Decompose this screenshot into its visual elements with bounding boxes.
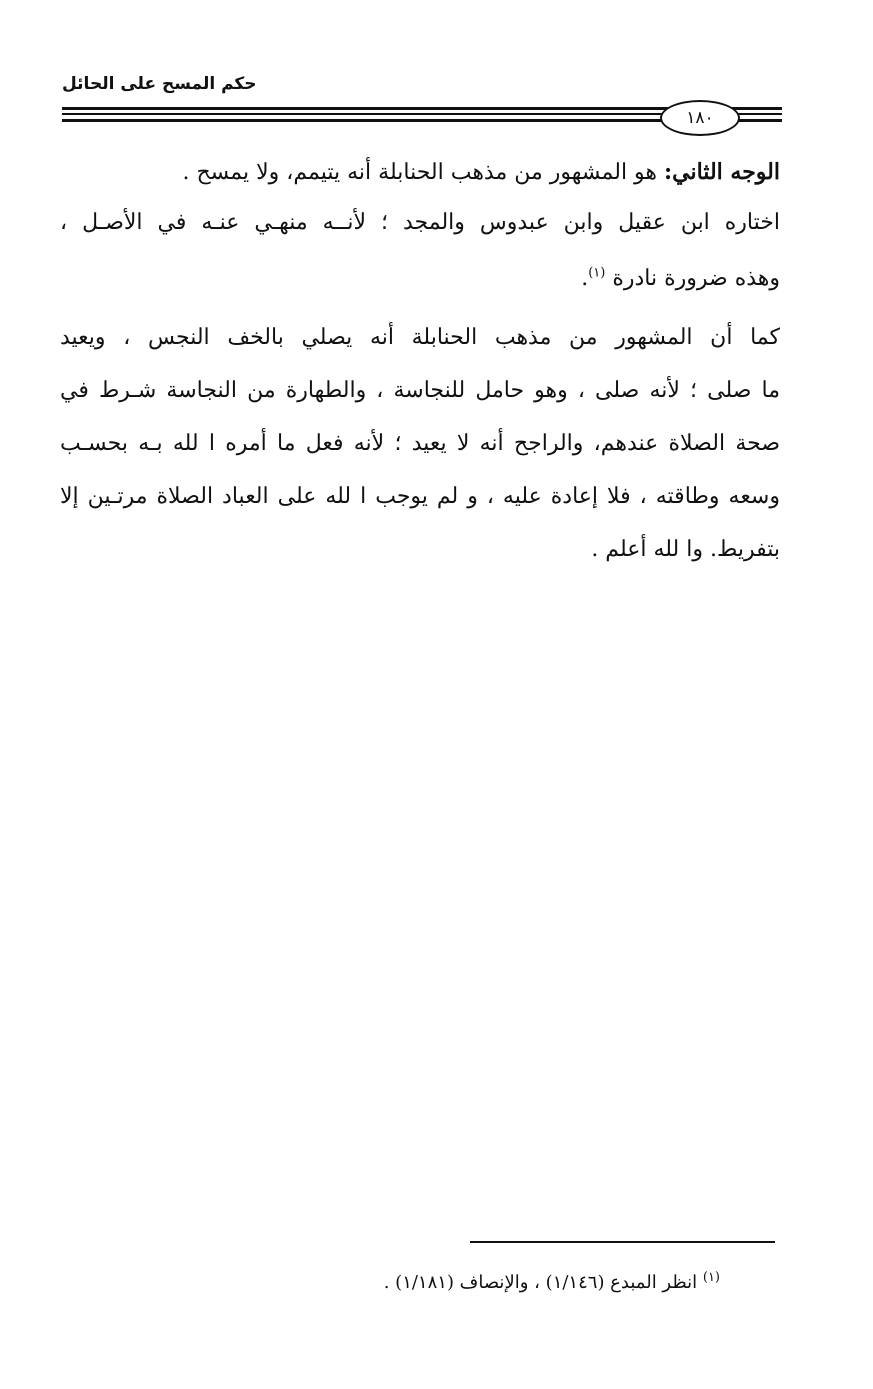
line-text: كما أن المشهور من مذهب الحنابلة أنه يصلي بالخف النجس ، ويعيد bbox=[60, 325, 780, 350]
footnote-text: انظر المبدع (١/١٤٦) ، والإنصاف (١/١٨١) . bbox=[383, 1272, 703, 1293]
paragraph-line bbox=[60, 530, 780, 570]
footnote-marker: (١) bbox=[702, 1270, 720, 1285]
line-text: صحة الصلاة عندهم، والراجح أنه لا يعيد ؛ لأنه فعل ما أمره ا لله بـه بحسـب bbox=[60, 431, 780, 456]
paragraph-line bbox=[60, 259, 780, 299]
running-title: حكم المسح على الحائل bbox=[62, 74, 257, 94]
paragraph-line bbox=[60, 203, 780, 243]
line-text: بتفريط. وا لله أعلم . bbox=[591, 537, 780, 562]
paragraph-line bbox=[60, 152, 780, 192]
paragraph-line bbox=[60, 424, 780, 464]
paragraph-line bbox=[60, 371, 780, 411]
page-number-badge bbox=[660, 100, 740, 136]
footnote-separator bbox=[470, 1241, 775, 1243]
footnote-reference: (١) bbox=[588, 265, 606, 281]
line-tail: . bbox=[581, 266, 589, 291]
page-number: ١٨٠ bbox=[686, 108, 714, 128]
paragraph-line bbox=[60, 318, 780, 358]
footnote bbox=[200, 1263, 720, 1303]
paragraph-line bbox=[60, 477, 780, 517]
line-text: ما صلى ؛ لأنه صلى ، وهو حامل للنجاسة ، والطهارة من النجاسة شـرط في bbox=[60, 378, 780, 403]
section-heading: الوجه الثاني: bbox=[664, 159, 780, 185]
line-text: وهذه ضرورة نادرة bbox=[612, 266, 780, 291]
line-text: اختاره ابن عقيل وابن عبدوس والمجد ؛ لأنــه منهـي عنـه في الأصـل ، bbox=[60, 210, 780, 235]
line-text: هو المشهور من مذهب الحنابلة أنه يتيمم، ولا يمسح . bbox=[182, 160, 665, 185]
line-text: وسعه وطاقته ، فلا إعادة عليه ، و لم يوجب ا لله على العباد الصلاة مرتـين إلا bbox=[60, 484, 780, 509]
